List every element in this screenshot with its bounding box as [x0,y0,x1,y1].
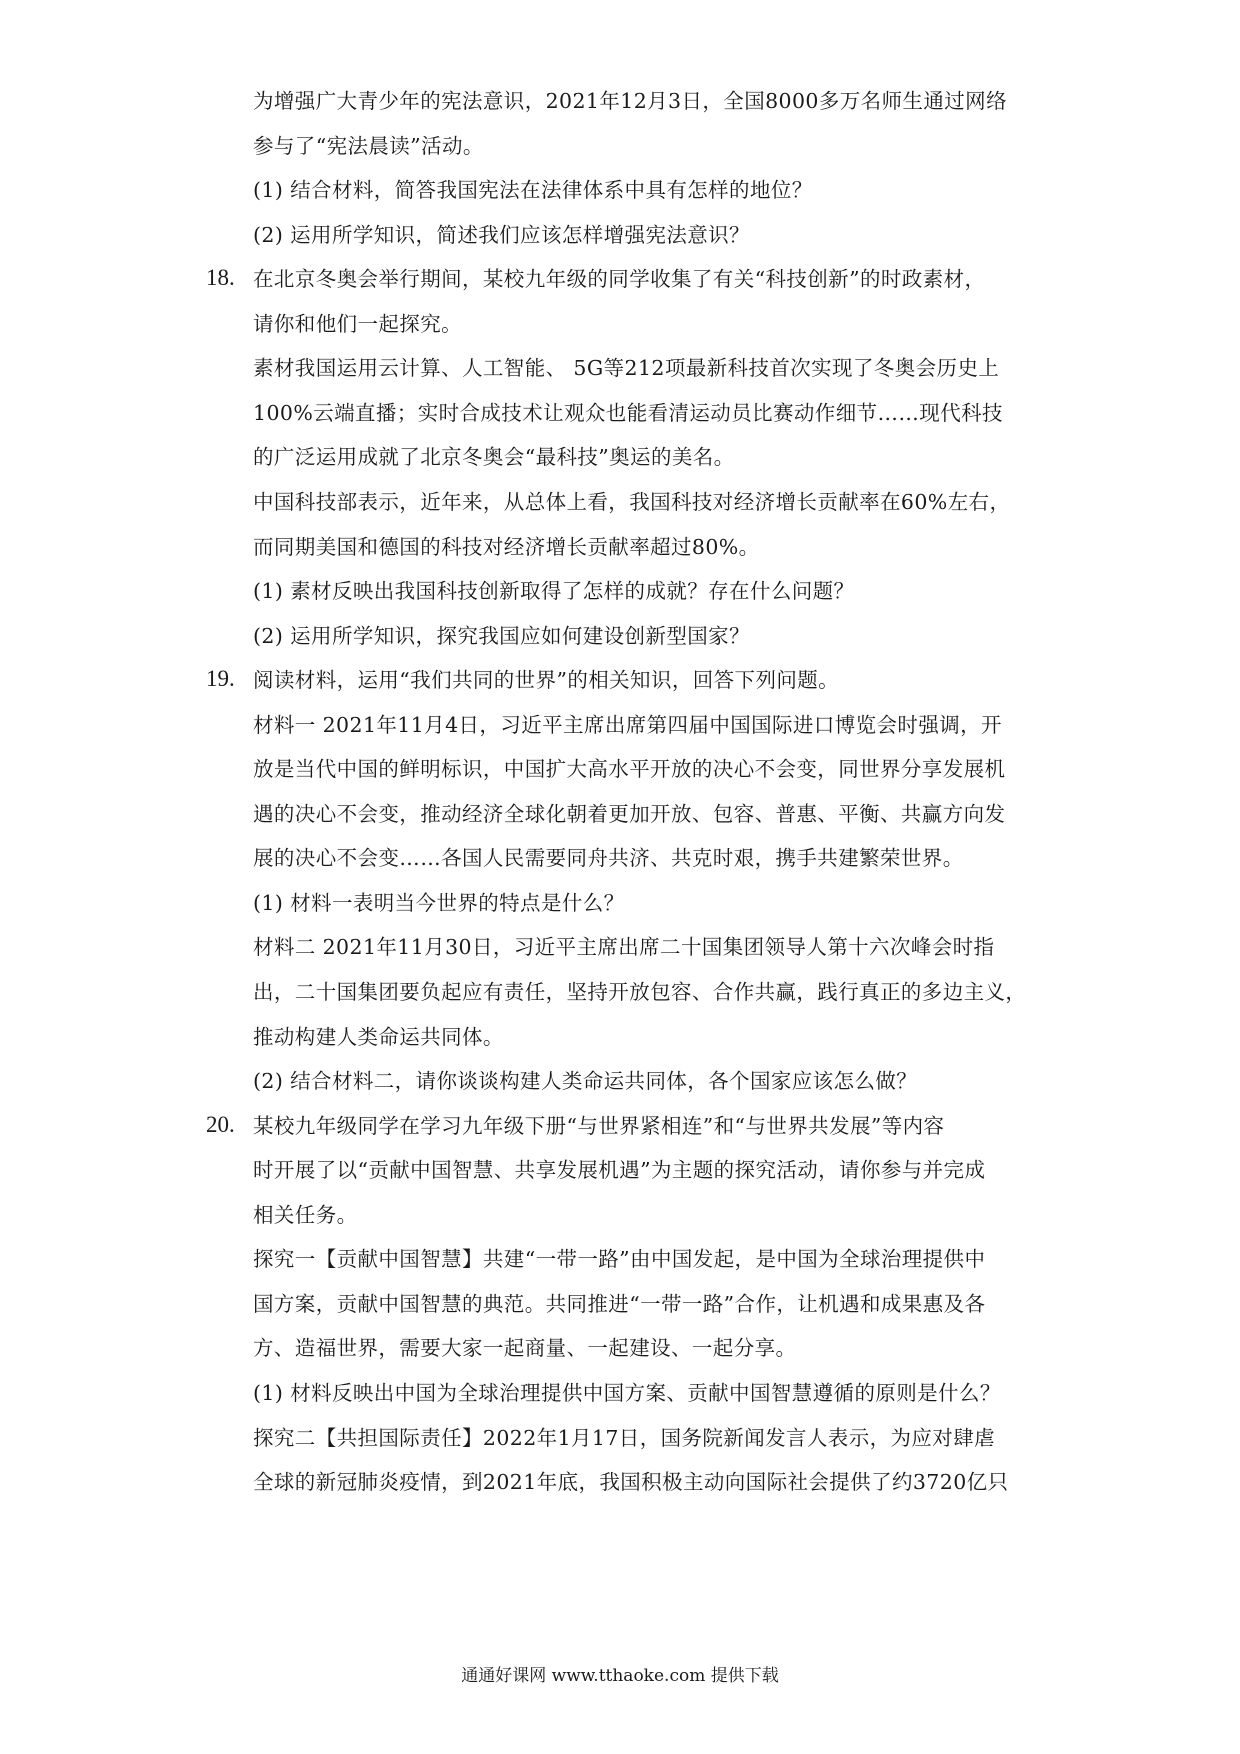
text-line: 参与了“宪法晨读”活动。 [253,134,484,158]
text-line: 材料一 2021年11月4日，习近平主席出席第四届中国国际进口博览会时强调，开 [253,713,1002,737]
text-line: 素材我国运用云计算、人工智能、 5G等212项最新科技首次实现了冬奥会历史上 [253,356,1000,380]
text-line: 的广泛运用成就了北京冬奥会“最科技”奥运的美名。 [253,445,735,469]
text-line: (1) 素材反映出我国科技创新取得了怎样的成就？存在什么问题？ [253,579,855,603]
text-line: (2) 结合材料二，请你谈谈构建人类命运共同体，各个国家应该怎么做？ [253,1069,918,1093]
text-line: 出，二十国集团要负起应有责任，坚持开放包容、合作共赢，践行真正的多边主义， [253,980,1027,1004]
question-stem-line: 在北京冬奥会举行期间，某校九年级的同学收集了有关“科技创新”的时政素材， [253,267,986,291]
text-line: 放是当代中国的鲜明标识，中国扩大高水平开放的决心不会变，同世界分享发展机 [253,757,1006,781]
text-line: 时开展了以“贡献中国智慧、共享发展机遇”为主题的探究活动，请你参与并完成 [253,1158,986,1182]
text-line: 国方案，贡献中国智慧的典范。共同推进“一带一路”合作，让机遇和成果惠及各 [253,1292,986,1316]
text-line: 探究二【共担国际责任】2022年1月17日，国务院新闻发言人表示，为应对肆虐 [253,1426,995,1450]
text-line: (1) 材料反映出中国为全球治理提供中国方案、贡献中国智慧遵循的原则是什么？ [253,1381,1001,1405]
text-line: 而同期美国和德国的科技对经济增长贡献率超过80%。 [253,535,760,559]
text-line: (2) 运用所学知识，简述我们应该怎样增强宪法意识？ [253,223,750,247]
question-number: 18. [206,265,235,290]
text-line: 中国科技部表示，近年来，从总体上看，我国科技对经济增长贡献率在60%左右， [253,490,1011,514]
text-line: 相关任务。 [253,1203,358,1227]
text-line: 遇的决心不会变，推动经济全球化朝着更加开放、包容、普惠、平衡、共赢方向发 [253,802,1006,826]
text-line: (1) 材料一表明当今世界的特点是什么？ [253,891,625,915]
text-line: (1) 结合材料，简答我国宪法在法律体系中具有怎样的地位？ [253,178,813,202]
text-line: 请你和他们一起探究。 [253,312,462,336]
question-number: 19. [206,666,235,691]
text-line: 100%云端直播；实时合成技术让观众也能看清运动员比赛动作细节……现代科技 [253,401,1003,425]
question-stem-line: 某校九年级同学在学习九年级下册“与世界紧相连”和“与世界共发展”等内容 [253,1114,945,1138]
text-line: 为增强广大青少年的宪法意识，2021年12月3日，全国8000多万名师生通过网络 [253,89,1007,113]
question-stem-line: 阅读材料，运用“我们共同的世界”的相关知识，回答下列问题。 [253,668,840,692]
text-line: (2) 运用所学知识，探究我国应如何建设创新型国家？ [253,624,750,648]
text-line: 推动构建人类命运共同体。 [253,1025,504,1049]
text-line: 探究一【贡献中国智慧】共建“一带一路”由中国发起，是中国为全球治理提供中 [253,1247,986,1271]
text-line: 方、造福世界，需要大家一起商量、一起建设、一起分享。 [253,1336,797,1360]
page-footer: 通通好课网 www.tthaoke.com 提供下载 [461,1666,779,1686]
question-number: 20. [206,1112,235,1137]
text-line: 展的决心不会变……各国人民需要同舟共济、共克时艰，携手共建繁荣世界。 [253,846,964,870]
text-line: 全球的新冠肺炎疫情，到2021年底，我国积极主动向国际社会提供了约3720亿只 [253,1470,1009,1494]
text-line: 材料二 2021年11月30日，习近平主席出席二十国集团领导人第十六次峰会时指 [253,935,995,959]
